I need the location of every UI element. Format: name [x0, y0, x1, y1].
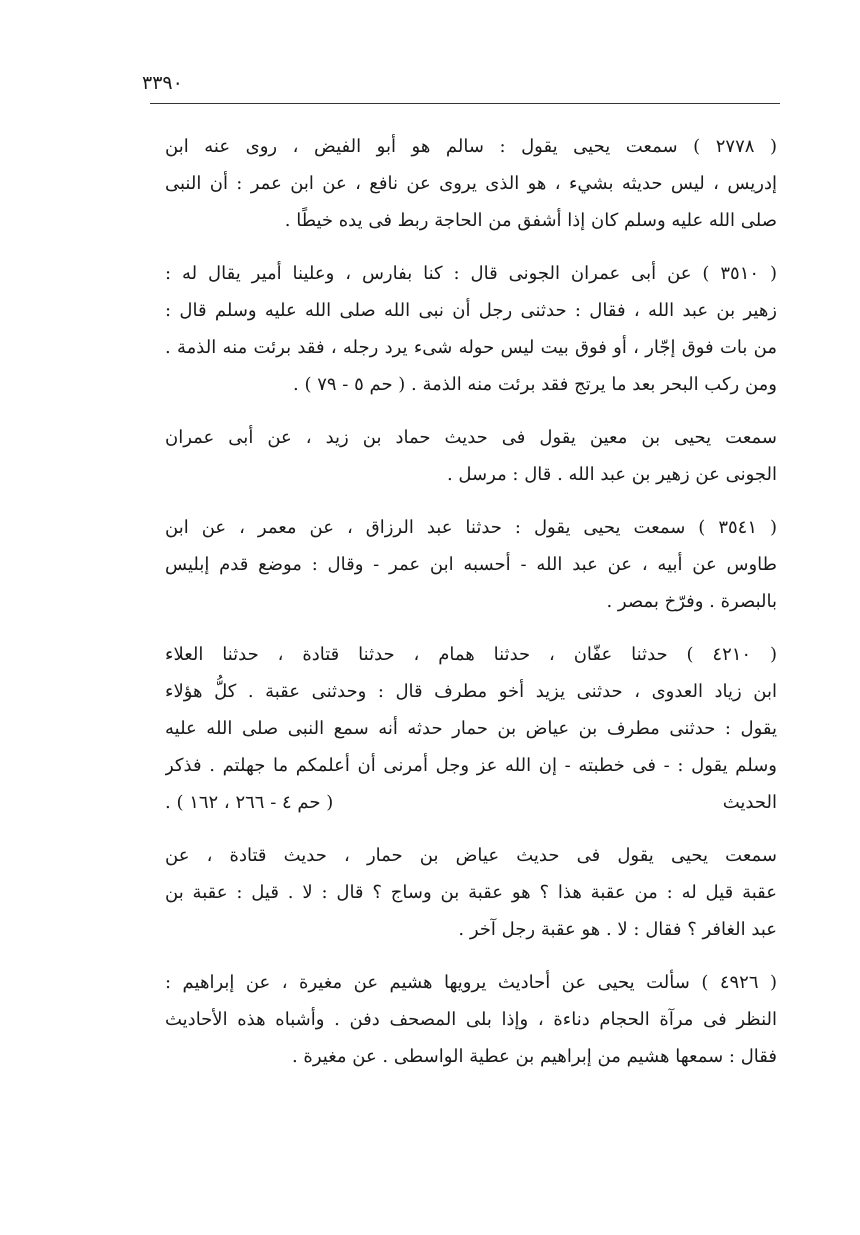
text-line: ( ٤٢١٠ ) حدثنا عفّان ، حدثنا همام ، حدثنا قتادة ، حدثنا العلاء — [165, 644, 777, 665]
text-line: صلى الله عليه وسلم كان إذا أشفق من الحاجة ربط فى يده خيطًا . — [284, 210, 777, 231]
text-line: ( ٢٧٧٨ ) سمعت يحيى يقول : سالم هو أبو الفيض ، روى عنه ابن — [165, 136, 777, 157]
text-line: عبد الغافر ؟ فقال : لا . هو عقبة رجل آخر . — [458, 919, 777, 940]
text-line: بالبصرة . وفرّخ بمصر . — [606, 591, 777, 612]
text-line: عقبة قيل له : من عقبة هذا ؟ هو عقبة بن وساج ؟ قال : لا . قيل : عقبة بن — [165, 882, 777, 903]
text-line: الجونى عن زهير بن عبد الله . قال : مرسل . — [446, 464, 777, 485]
text-line: وسلم يقول : - فى خطبته - إن الله عز وجل أمرنى أن أعلمكم ما جهلتم . فذكر — [165, 755, 777, 776]
page-body — [165, 128, 777, 1091]
text-line: يقول : حدثنى مطرف بن عياض بن حمار حدثه أنه سمع النبى صلى الله عليه — [165, 718, 777, 739]
text-line: سمعت يحيى بن معين يقول فى حديث حماد بن زيد ، عن أبى عمران — [165, 427, 777, 448]
text-line: إدريس ، ليس حديثه بشيء ، هو الذى يروى عن نافع ، عن ابن عمر : أن النبى — [165, 173, 777, 194]
page-number: ٣٣٩٠ — [142, 72, 183, 94]
entry-4210 — [165, 636, 777, 821]
text-line-tail — [165, 784, 777, 821]
text-line: زهير بن عبد الله ، فقال : حدثنى رجل أن نبى الله صلى الله عليه وسلم قال : — [165, 300, 777, 321]
entry-3541 — [165, 509, 777, 620]
text-line: ( ٣٥١٠ ) عن أبى عمران الجونى قال : كنا بفارس ، وعلينا أمير يقال له : — [165, 263, 777, 284]
header-rule — [150, 103, 780, 104]
tail-word: الحديث — [722, 792, 777, 813]
entry-3510 — [165, 255, 777, 403]
entry-4926 — [165, 964, 777, 1075]
citation: ( حم ٤ - ٢٦٦ ، ١٦٢ ) . — [165, 792, 334, 813]
entry-ibn-maeen-hammad — [165, 419, 777, 493]
text-line: ( ٤٩٢٦ ) سألت يحيى عن أحاديث يرويها هشيم عن مغيرة ، عن إبراهيم : — [165, 972, 777, 993]
text-line: طاوس عن أبيه ، عن عبد الله - أحسبه ابن عمر - وقال : موضع قدم إبليس — [165, 554, 777, 575]
entry-iyad-bin-himar — [165, 837, 777, 948]
text-line: ( ٣٥٤١ ) سمعت يحيى يقول : حدثنا عبد الرزاق ، عن معمر ، عن ابن — [165, 517, 777, 538]
text-line: فقال : سمعها هشيم من إبراهيم بن عطية الواسطى . عن مغيرة . — [291, 1046, 777, 1067]
text-line: ابن زياد العدوى ، حدثنى يزيد أخو مطرف قال : وحدثنى عقبة . كلُّ هؤلاء — [165, 681, 777, 702]
entry-2778 — [165, 128, 777, 239]
text-line: ومن ركب البحر بعد ما يرتج فقد برئت منه الذمة . ( حم ٥ - ٧٩ ) . — [293, 374, 777, 395]
text-line: سمعت يحيى يقول فى حديث عياض بن حمار ، حديث قتادة ، عن — [165, 845, 777, 866]
text-line: من بات فوق إجّار ، أو فوق بيت ليس حوله شىء يرد رجله ، فقد برئت منه الذمة . — [165, 337, 777, 358]
text-line: النظر فى مرآة الحجام دناءة ، وإذا بلى المصحف دفن . وأشباه هذه الأحاديث — [165, 1009, 777, 1030]
